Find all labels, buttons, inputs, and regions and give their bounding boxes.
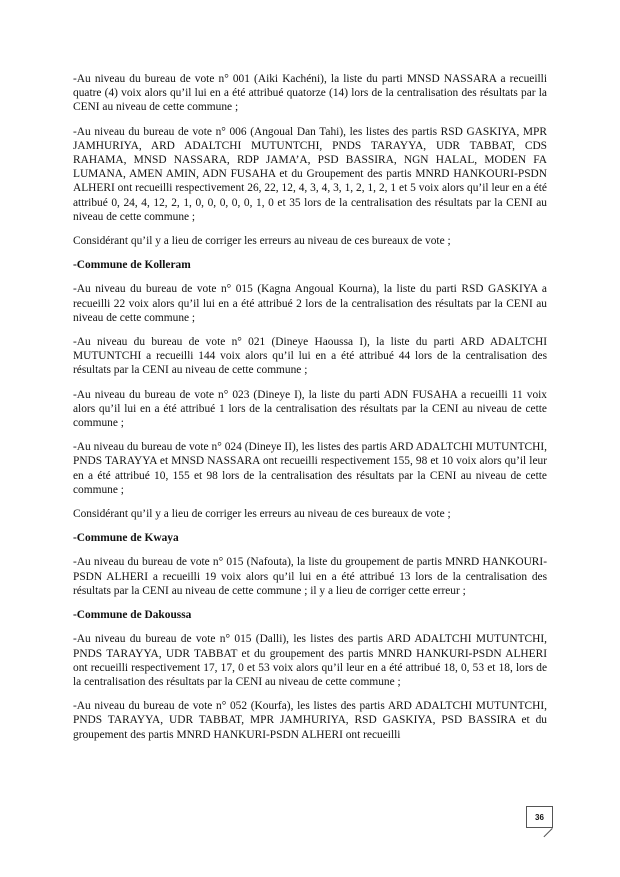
page-number-box bbox=[526, 806, 553, 828]
section-heading: -Commune de Kwaya bbox=[73, 532, 179, 545]
section-heading: -Commune de Dakoussa bbox=[73, 609, 192, 622]
page-number-tail bbox=[544, 828, 562, 846]
paragraph: -Au niveau du bureau de vote n° 024 (Dineye II), les listes des partis ARD ADALTCHI MUTUNTCHI, PNDS TARAYYA et MNSD NASSARA ont recueilli respectivement 155, 98 et 10 voix alors qu’il leur en a été attribué 10, 155 et 98 lors de la centralisation des résultats par la CENI au niveau de cette commune ; bbox=[73, 441, 547, 496]
document-body bbox=[73, 72, 547, 752]
paragraph: -Au niveau du bureau de vote n° 015 (Kagna Angoual Kourna), la liste du parti RSD GASKIYA a recueilli 22 voix alors qu’il lui en a été attribué 2 lors de la centralisation des résultats par la CENI au niveau de cette commune ; bbox=[73, 283, 547, 324]
paragraph: -Au niveau du bureau de vote n° 023 (Dineye I), la liste du parti ADN FUSAHA a recueilli 11 voix alors qu’il lui en a été attribué 1 lors de la centralisation des résultats par la CENI au niveau de cette commune ; bbox=[73, 388, 547, 430]
page-number: 36 bbox=[535, 812, 544, 822]
paragraph: -Au niveau du bureau de vote n° 006 (Angoual Dan Tahi), les listes des partis RSD GASKIYA, MPR JAMHURIYA, ARD ADALTCHI MUTUNTCHI, PNDS TARAYYA, UDR TABBAT, CDS RAHAMA, MNSD NASSARA, RDP JAMA’A, PSD BASSIRA, NGN HALAL, MODEN FA LUMANA, AMEN AMIN, ADN FUSAHA et du Groupement des partis MNRD HANKOURI-PSDN ALHERI ont recueilli respectivement 26, 22, 12, 4, 3, 4, 3, 1, 2, 1, 2, 1 et 5 voix alors qu’il leur en a été attribué 0, 24, 4, 12, 2, 1, 0, 0, 0, 0, 0, 1, 0 et 35 lors de la centralisation des résultats par la CENI au niveau de cette commune ; bbox=[73, 125, 547, 223]
paragraph: -Au niveau du bureau de vote n° 015 (Dalli), les listes des partis ARD ADALTCHI MUTUNTCHI, PNDS TARAYYA, UDR TABBAT et du groupement des partis MNRD HANKURI-PSDN ALHERI ont recueilli respectivement 17, 17, 0 et 53 voix alors qu’il leur en a été attribué 18, 0, 53 et 18, lors de la centralisation des résultats par la CENI au niveau de cette commune ; bbox=[73, 633, 547, 688]
paragraph: Considérant qu’il y a lieu de corriger les erreurs au niveau de ces bureaux de vote ; bbox=[73, 508, 451, 521]
paragraph: -Au niveau du bureau de vote n° 021 (Dineye Haoussa I), la liste du parti ARD ADALTCHI MUTUNTCHI a recueilli 144 voix alors qu’il lui en a été attribué 44 lors de la centralisation des résultats par la CENI au niveau de cette commune ; bbox=[73, 336, 547, 377]
paragraph: Considérant qu’il y a lieu de corriger les erreurs au niveau de ces bureaux de vote ; bbox=[73, 235, 451, 248]
paragraph: -Au niveau du bureau de vote n° 052 (Kourfa), les listes des partis ARD ADALTCHI MUTUNTCHI, PNDS TARAYYA, UDR TABBAT, MPR JAMHURIYA, RSD GASKIYA, PSD BASSIRA et du groupement des partis MNRD HANKURI-PSDN ALHERI ont recueilli bbox=[73, 700, 547, 741]
paragraph: -Au niveau du bureau de vote n° 015 (Nafouta), la liste du groupement de partis MNRD HANKOURI-PSDN ALHERI a recueilli 19 voix alors qu’il lui en a été attribué 13 lors de la centralisation des résultats par la CENI au niveau de cette commune ; il y a lieu de corriger cette erreur ; bbox=[73, 556, 547, 597]
section-heading: -Commune de Kolleram bbox=[73, 259, 191, 272]
paragraph: -Au niveau du bureau de vote n° 001 (Aiki Kachéni), la liste du parti MNSD NASSARA a recueilli quatre (4) voix alors qu’il lui en a été attribué quatorze (14) lors de la centralisation des résultats par la CENI au niveau de cette commune ; bbox=[73, 73, 547, 114]
